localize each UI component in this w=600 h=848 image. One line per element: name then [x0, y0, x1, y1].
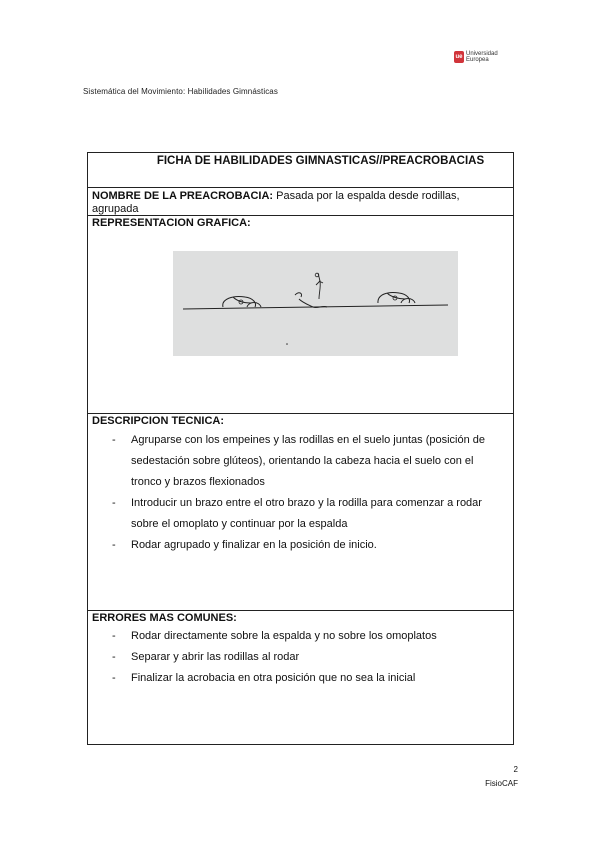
list-item: - Separar y abrir las rodillas al rodar — [112, 651, 300, 663]
list-item: - Rodar agrupado y finalizar en la posición de inicio. — [112, 539, 377, 551]
list-item: - Rodar directamente sobre la espalda y no sobre los omoplatos — [112, 630, 437, 642]
errors-row — [88, 611, 513, 746]
movement-sketch — [173, 251, 458, 356]
title-row — [88, 153, 513, 188]
page-header: Sistemática del Movimiento: Habilidades Gimnásticas — [83, 87, 278, 96]
skill-sheet — [87, 152, 514, 745]
description-list — [112, 430, 507, 556]
description-row — [88, 414, 513, 611]
errors-label: ERRORES MAS COMUNES: — [92, 612, 237, 624]
logo-text — [466, 51, 498, 63]
list-item: - Introducir un brazo entre el otro brazo y la rodilla para comenzar a rodar sobre el omoplato y continuar por la espalda — [112, 497, 482, 530]
university-logo — [454, 51, 498, 63]
logo-line-2: Europea — [466, 57, 489, 63]
graphic-label: REPRESENTACION GRAFICA: — [92, 217, 251, 229]
name-value-cont: agrupada — [92, 203, 139, 215]
name-row — [88, 188, 513, 216]
list-item: - Finalizar la acrobacia en otra posición que no sea la inicial — [112, 672, 416, 684]
page-number: 2 — [513, 765, 518, 774]
footer-name: FisioCAF — [485, 779, 518, 788]
description-label: DESCRIPCION TECNICA: — [92, 415, 225, 427]
logo-mark: ue — [454, 51, 464, 63]
list-item: - Agruparse con los empeines y las rodillas en el suelo juntas (posición de sedestación sobre glúteos), orientando la cabeza hacia el suelo con el tronco y brazos flexionados — [112, 434, 486, 488]
sheet-title: FICHA DE HABILIDADES GIMNASTICAS//PREACROBACIAS — [156, 155, 485, 167]
logo-line-1: Universidad — [466, 51, 498, 57]
name-label: NOMBRE DE LA PREACROBACIA: — [92, 190, 274, 202]
movement-sketch-drawing — [173, 251, 458, 356]
name-value: Pasada por la espalda desde rodillas, — [273, 190, 460, 202]
graphic-row — [88, 216, 513, 414]
errors-list — [112, 626, 507, 689]
